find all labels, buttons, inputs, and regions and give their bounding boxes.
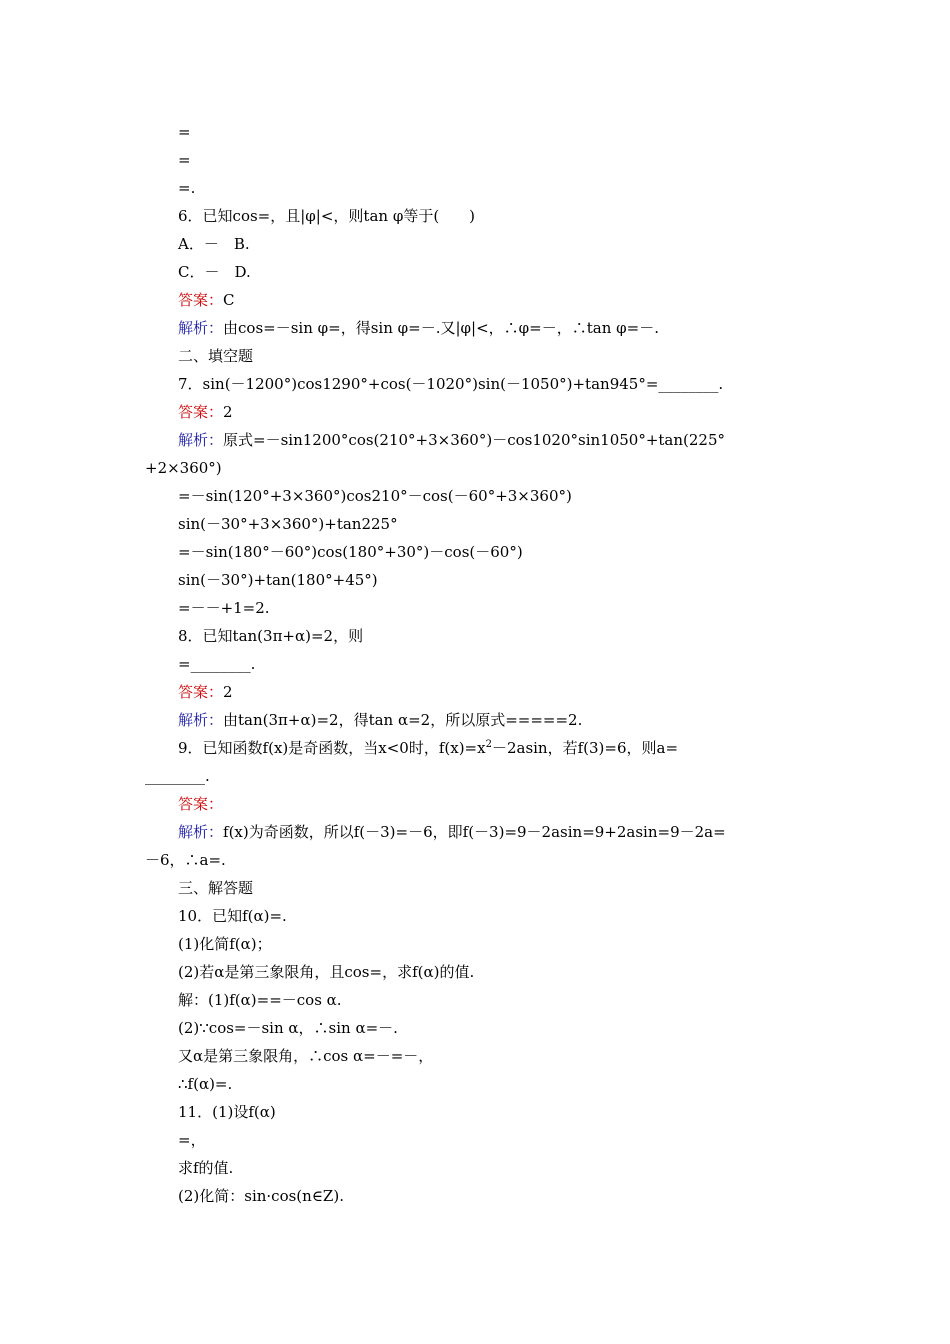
question-6: 6．已知cos=，且|φ|<，则tan φ等于( ) [178,207,476,225]
answer-line [178,794,818,814]
question-8: 8．已知tan(3π+α)=2，则 [178,627,364,645]
analysis-line: 解析：由cos=－sin φ=，得sin φ=－.又|φ|<，∴φ=－，∴tan φ=－. [178,319,659,337]
analysis-line: 解析：原式=－sin1200°cos(210°+3×360°)－cos1020°sin1050°+tan(225° [178,431,726,449]
text-line: =－sin(120°+3×360°)cos210°－cos(－60°+3×360°) [178,487,572,505]
text-line: =， [178,1131,206,1149]
text-line: = [178,151,191,169]
analysis-label: 解析： [178,319,224,337]
analysis-line: 解析：f(x)为奇函数，所以f(－3)=－6，即f(－3)=9－2asin=9+2asin=9－2a= [178,823,726,841]
section-heading: 三、解答题 [178,879,254,897]
text-line: 又α是第三象限角，∴cos α=－=－， [178,1047,434,1065]
text-line: －6，∴a=. [145,851,226,869]
text-line: 求f的值. [178,1159,234,1177]
text-line: +2×360°) [145,459,222,477]
choice-line: A．－ B. [178,235,250,253]
text-line: sin(－30°+3×360°)+tan225° [178,515,398,533]
question-10: 10．已知f(α)=. [178,907,287,925]
text-line: =________. [178,655,256,673]
text-line: sin(－30°)+tan(180°+45°) [178,571,378,589]
text-line: (2)若α是第三象限角，且cos=，求f(α)的值. [178,963,475,981]
text-line: (2)化简：sin·cos(n∈Z). [178,1187,344,1205]
answer-label: 答案： [178,291,224,309]
answer-label: 答案： [178,683,224,701]
text-line: =－－+1=2. [178,599,270,617]
text-line: =－sin(180°－60°)cos(180°+30°)－cos(－60°) [178,543,523,561]
text-line: 解：(1)f(α)==－cos α. [178,991,342,1009]
answer-label: 答案： [178,795,224,813]
text-line: ________. [145,767,210,785]
choice-line: C．－ D. [178,263,251,281]
question-9: 9．已知函数f(x)是奇函数，当x<0时，$f(x)=x^2-2asin$，若f(3)=6，则a= [178,739,679,757]
analysis-line: 解析：由tan(3π+α)=2，得tan α=2，所以原式=====2. [178,711,583,729]
text-line: =. [178,179,196,197]
analysis-label: 解析： [178,711,224,729]
text-line: (1)化简f(α)； [178,935,272,953]
answer-label: 答案： [178,403,224,421]
analysis-label: 解析： [178,431,224,449]
question-11: 11．(1)设f(α) [178,1103,276,1121]
section-heading: 二、填空题 [178,347,254,365]
text-line: = [178,123,191,141]
question-7: 7．sin(－1200°)cos1290°+cos(－1020°)sin(－1050°)+tan945°=________. [178,375,724,393]
text-line: (2)∵cos=－sin α，∴sin α=－. [178,1019,398,1037]
analysis-label: 解析： [178,823,224,841]
answer-line: 答案：C [178,291,235,309]
answer-line: 答案：2 [178,683,233,701]
answer-line: 答案：2 [178,403,233,421]
text-line: ∴f(α)=. [178,1075,233,1093]
